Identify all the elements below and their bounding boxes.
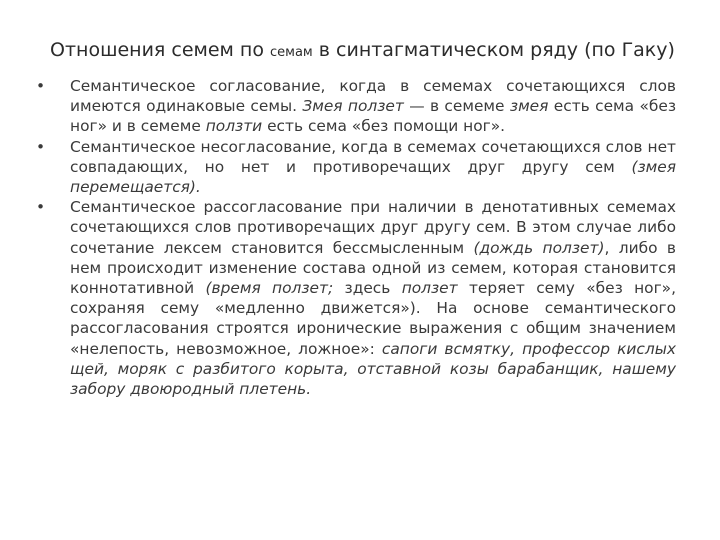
- italic-example: Змея ползет: [302, 97, 404, 116]
- text-run: есть сема «без помощи ног».: [262, 117, 506, 136]
- italic-example: (дождь ползет): [473, 238, 605, 257]
- bullet-item-semantic-disagreement: [36, 197, 676, 399]
- bullet-text: [70, 137, 676, 198]
- text-run: , либо в нем происходит изменение состава одной из семем, которая становится коннотативной: [70, 238, 676, 298]
- italic-example: ползет: [401, 279, 458, 298]
- text-run: — в семеме: [403, 97, 510, 116]
- italic-example: (время ползет;: [205, 279, 334, 298]
- text-run: Семантическое рассогласование при наличии в денотативных семемах сочетающихся слов противоречащих друг другу сем. В этом случае либо сочетание лексем становится бессмысленным: [70, 198, 676, 257]
- bullet-text: [70, 76, 676, 137]
- text-run: Семантическое несогласование, когда в семемах сочетающихся слов нет совпадающих, но нет и противоречащих друг другу сем: [70, 137, 676, 176]
- slide-title: [50, 37, 710, 66]
- title-part-2: в синтагматическом ряду (по Гаку): [312, 39, 675, 61]
- title-part-1: Отношения семем по: [50, 39, 271, 61]
- text-run: Семантическое согласование, когда в семемах сочетающихся слов имеются одинаковые семы.: [70, 77, 676, 116]
- text-run: здесь: [333, 279, 402, 298]
- text-run: есть сема «без ног» и в семеме: [70, 97, 677, 136]
- bullet-dot-icon: •: [36, 198, 46, 217]
- text-run: теряет сему «без ног», сохраняя сему «медленно движется»). На основе семантического рассогласования строятся иронические выражения с общим значением «нелепость, невозможное, ложное»:: [70, 279, 676, 358]
- bullet-dot-icon: •: [36, 137, 46, 156]
- bullet-list: [36, 76, 676, 399]
- bullet-text: [70, 197, 676, 399]
- italic-example: сапоги всмятку, профессор кислых щей, моряк с разбитого корыта, отставной козы барабанщик, нашему забору двоюродный плетень.: [70, 339, 676, 399]
- italic-example: змея: [509, 97, 549, 116]
- bullet-item-semantic-non-agreement: [36, 137, 676, 198]
- italic-example: (змея перемещается).: [70, 157, 676, 197]
- bullet-item-semantic-agreement: [36, 76, 676, 137]
- title-small-word: семам: [270, 45, 313, 60]
- bullet-dot-icon: •: [36, 77, 46, 95]
- italic-example: ползти: [205, 117, 263, 136]
